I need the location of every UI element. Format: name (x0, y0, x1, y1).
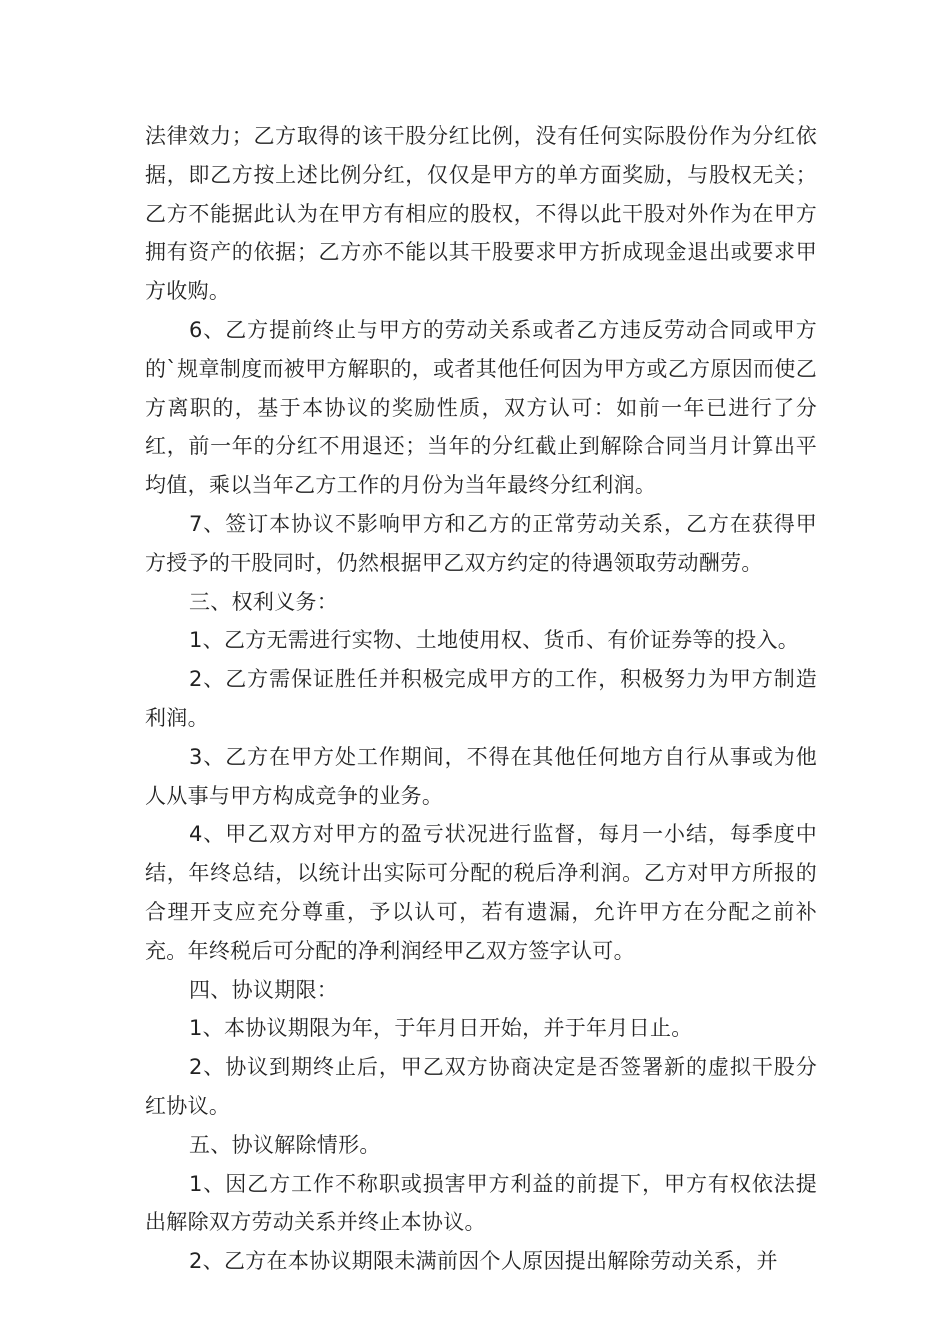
section-heading-rights-obligations: 三、权利义务： (189, 589, 339, 614)
paragraph-term-1: 1、本协议期限为年，于年月日开始，并于年月日止。 (189, 1016, 693, 1041)
document-body (145, 117, 817, 1281)
paragraph-rights-2: 2、乙方需保证胜任并积极完成甲方的工作，积极努力为甲方制造利润。 (145, 667, 817, 730)
paragraph-rights-1: 1、乙方无需进行实物、土地使用权、货币、有价证券等的投入。 (189, 628, 800, 653)
paragraph-rights-4: 4、甲乙双方对甲方的盈亏状况进行监督，每月一小结，每季度中结，年终总结，以统计出实际可分配的税后净利润。乙方对甲方所报的合理开支应充分尊重，予以认可，若有遗漏，允许甲方在分配之前补充。年终税后可分配的净利润经甲乙双方签字认可。 (145, 822, 817, 963)
paragraph-rights-3: 3、乙方在甲方处工作期间，不得在其他任何地方自行从事或为他人从事与甲方构成竞争的业务。 (145, 744, 817, 808)
paragraph-continuation: 法律效力；乙方取得的该干股分红比例，没有任何实际股份作为分红依据，即乙方按上述比例分红，仅仅是甲方的单方面奖励，与股权无关；乙方不能据此认为在甲方有相应的股权，不得以此干股对外作为在甲方拥有资产的依据；乙方亦不能以其干股要求甲方折成现金退出或要求甲方收购。 (145, 124, 817, 304)
paragraph-clause-7: 7、签订本协议不影响甲方和乙方的正常劳动关系，乙方在获得甲方授予的干股同时，仍然根据甲乙双方约定的待遇领取劳动酬劳。 (145, 511, 817, 575)
paragraph-term-2: 2、协议到期终止后，甲乙双方协商决定是否签署新的虚拟干股分红协议。 (145, 1055, 817, 1118)
section-heading-termination: 五、协议解除情形。 (189, 1132, 381, 1157)
paragraph-termination-1: 1、因乙方工作不称职或损害甲方利益的前提下，甲方有权依法提出解除双方劳动关系并终止本协议。 (145, 1171, 817, 1235)
paragraph-clause-6: 6、乙方提前终止与甲方的劳动关系或者乙方违反劳动合同或甲方的`规章制度而被甲方解职的，或者其他任何因为甲方或乙方原因而使乙方离职的，基于本协议的奖励性质，双方认可：如前一年已进行了分红，前一年的分红不用退还；当年的分红截止到解除合同当月计算出平均值，乘以当年乙方工作的月份为当年最终分红利润。 (145, 317, 817, 498)
paragraph-termination-2: 2、乙方在本协议期限未满前因个人原因提出解除劳动关系，并 (189, 1249, 778, 1274)
section-heading-term: 四、协议期限： (189, 977, 339, 1002)
